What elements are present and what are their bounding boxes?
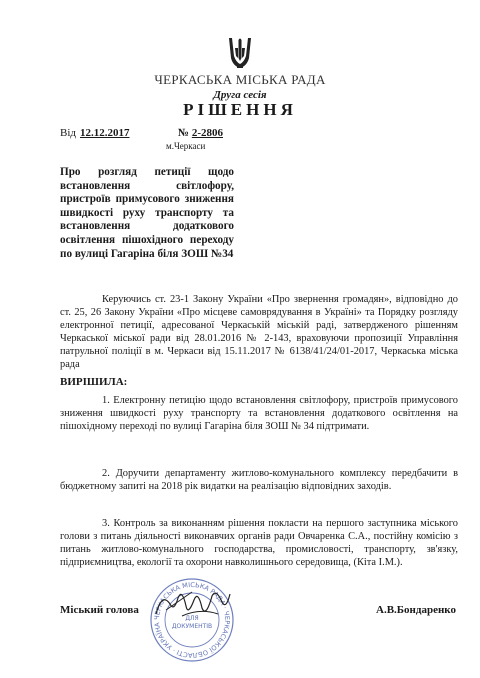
decision-date: 12.12.2017 xyxy=(80,127,130,139)
signer-name: А.В.Бондаренко xyxy=(376,604,456,616)
subject-heading: Про розгляд петиції щодо встановлення світлофору, пристроїв примусового зниження швидкості руху транспорту та встановлення додаткового освітлення пішохідного переходу по вулиці Гагаріна біля ЗОШ №34 xyxy=(60,166,234,260)
preamble-paragraph: Керуючись ст. 23-1 Закону України «Про звернення громадян», відповідно до ст. 25, 26 Закону України «Про місцеве самоврядування в Україні» та Порядку розгляду електронної петиції, адресованої Черкаській міській раді, затвердженого рішенням Черкаської міської ради від 28.01.2016 № 2-143, враховуючи пропозиції Управління патрульної поліції в м. Черкаси від 15.11.2017 № 6138/41/24/01-2017, Черкаська міська рада xyxy=(60,294,458,370)
resolved-heading: ВИРІШИЛА: xyxy=(60,376,128,388)
city-label: м.Черкаси xyxy=(166,141,206,151)
resolution-item-1: 1. Електронну петицію щодо встановлення світлофору, пристроїв примусового зниження швидкості руху транспорту та встановлення додаткового освітлення на пішохідному переході по вулиці Гагаріна біля ЗОШ № 34 підтримати. xyxy=(60,395,458,432)
document-title: РІШЕННЯ xyxy=(183,100,297,119)
stamp-ring-text: ЧЕРКАСЬКА МІСЬКА РАДА · ЧЕРКАСЬКОЇ ОБЛАСТІ · УКРАЇНА xyxy=(152,580,232,660)
number-value: 2-2806 xyxy=(191,127,223,139)
stamp-center-line-1: ДЛЯ xyxy=(185,615,199,622)
resolution-item-2: 2. Доручити департаменту житлово-комунального комплексу передбачити в бюджетному запиті на 2018 рік видатки на реалізацію відповідних заходів. xyxy=(60,468,458,492)
date-label: Від xyxy=(60,127,76,139)
handwritten-signature xyxy=(152,586,232,622)
stamp-center-line-2: ДОКУМЕНТІВ xyxy=(171,623,213,630)
number-prefix: № xyxy=(178,127,190,139)
trident-emblem-icon xyxy=(226,36,254,70)
resolution-item-3: 3. Контроль за виконанням рішення покласти на першого заступника міського голови з питань діяльності виконавчих органів ради Овчаренка С.А., постійну комісію з питань житлово-комунального господарства, промисловості, транспорту, зв'язку, підприємництва, екології та охорони навколишнього середовища, (Кіта І.М.). xyxy=(60,518,458,568)
council-name: ЧЕРКАСЬКА МІСЬКА РАДА xyxy=(154,72,326,87)
decision-number xyxy=(178,127,223,139)
session-label: Друга сесія xyxy=(213,89,267,101)
signer-position: Міський голова xyxy=(60,604,139,616)
